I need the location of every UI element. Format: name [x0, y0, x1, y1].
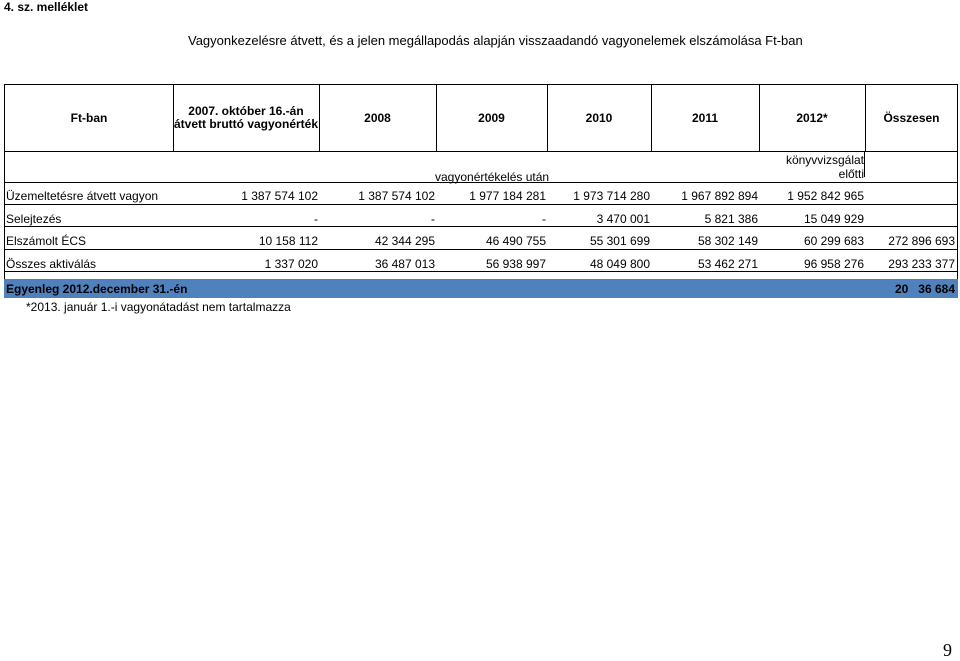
header-gross-line1: 2007. október 16.-án — [188, 104, 304, 118]
balance-value: 20 36 684 — [894, 282, 955, 296]
header-unit: Ft-ban — [70, 110, 108, 125]
cell-2008: - — [431, 212, 435, 226]
page-number: 9 — [943, 640, 952, 660]
cell-2012: 96 958 276 — [803, 257, 864, 271]
cell-2008: 1 387 574 102 — [358, 189, 435, 203]
cell-2012: 60 299 683 — [803, 234, 864, 248]
cell-2009: 46 490 755 — [485, 234, 546, 248]
cell-2009: 56 938 997 — [485, 257, 546, 271]
cell-2011: 58 302 149 — [697, 234, 758, 248]
cell-2010: 55 301 699 — [589, 234, 650, 248]
cell-gross: 1 337 020 — [264, 257, 318, 271]
cell-2011: 53 462 271 — [697, 257, 758, 271]
cell-2008: 42 344 295 — [374, 234, 435, 248]
annex-label: 4. sz. melléklet — [4, 0, 89, 14]
subheader-before-audit-line1: könyvvizsgálat — [785, 153, 864, 167]
table-row — [4, 257, 958, 279]
header-2011: 2011 — [691, 110, 719, 125]
cell-gross: - — [314, 212, 318, 226]
row-label: Üzemeltetésre átvett vagyon — [6, 189, 159, 203]
balance-label: Egyenleg 2012.december 31.-én — [6, 282, 188, 296]
cell-total: 293 233 377 — [888, 257, 955, 271]
subheader-after-valuation: vagyonértékelés után — [435, 170, 550, 184]
table-row — [4, 234, 958, 256]
cell-gross: 1 387 574 102 — [241, 189, 318, 203]
cell-2009: 1 977 184 281 — [469, 189, 546, 203]
header-gross-line2: átvett bruttó vagyonérték — [173, 117, 319, 131]
table-row — [4, 189, 958, 211]
header-2010: 2010 — [585, 110, 613, 125]
subheader-before-audit-line2: előtti — [838, 167, 864, 181]
cell-2011: 5 821 386 — [704, 212, 758, 226]
cell-2008: 36 487 013 — [374, 257, 435, 271]
document-title: Vagyonkezelésre átvett, és a jelen megállapodás alapján visszaadandó vagyonelemek elszámolása Ft-ban — [188, 33, 803, 48]
table-row — [4, 212, 958, 234]
cell-2012: 15 049 929 — [803, 212, 864, 226]
header-2009: 2009 — [478, 110, 505, 125]
cell-2010: 3 470 001 — [596, 212, 650, 226]
cell-2011: 1 967 892 894 — [681, 189, 758, 203]
table-body — [4, 152, 958, 301]
cell-2010: 48 049 800 — [589, 257, 650, 271]
cell-2012: 1 952 842 965 — [787, 189, 864, 203]
balance-row — [4, 279, 958, 298]
row-label: Elszámolt ÉCS — [6, 234, 87, 248]
cell-total: 272 896 693 — [888, 234, 955, 248]
header-2012: 2012* — [796, 110, 828, 125]
header-2008: 2008 — [364, 110, 391, 125]
cell-2010: 1 973 714 280 — [573, 189, 650, 203]
row-label: Összes aktiválás — [6, 257, 97, 271]
footnote: *2013. január 1.-i vagyonátadást nem tartalmazza — [26, 300, 291, 314]
header-total: Összesen — [883, 110, 940, 125]
cell-gross: 10 158 112 — [258, 234, 318, 248]
subheader-before-audit — [758, 153, 864, 181]
table-header — [4, 84, 958, 152]
header-gross-value — [173, 85, 319, 151]
row-label: Selejtezés — [6, 212, 62, 226]
cell-2009: - — [542, 212, 546, 226]
